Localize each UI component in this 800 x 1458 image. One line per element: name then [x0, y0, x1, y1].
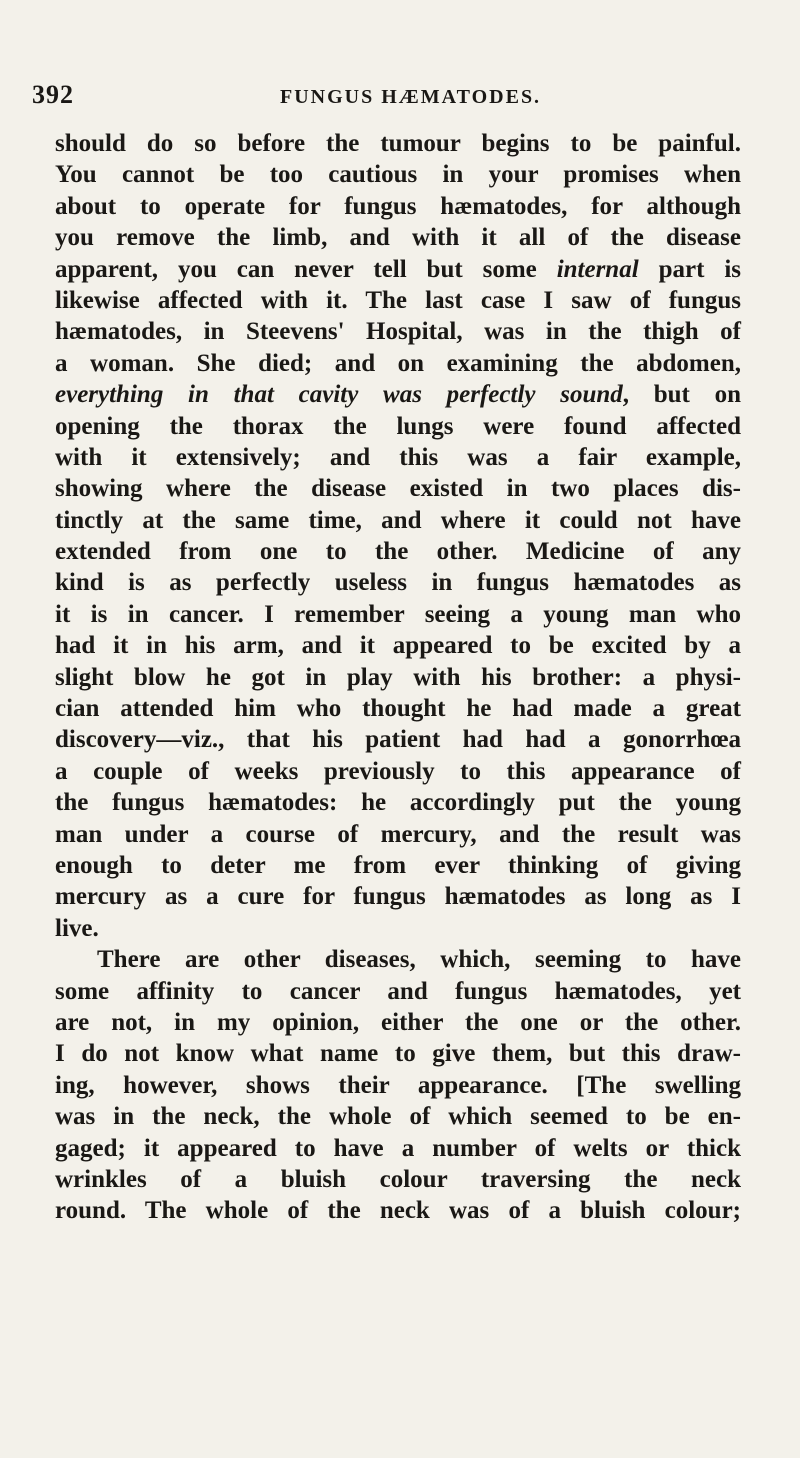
text-line: man under a course of mercury, and the result was [55, 820, 741, 848]
text-line: I do not know what name to give them, but this draw- [55, 1040, 741, 1068]
text-segment: , but on [622, 381, 741, 409]
text-line: wrinkles of a bluish colour traversing the neck [55, 1165, 741, 1193]
italic-text: everything in that cavity was perfectly sound [55, 381, 623, 409]
body-text [55, 128, 741, 1227]
text-line: had it in his arm, and it appeared to be excited by a [55, 632, 741, 660]
text-line: live. [55, 914, 99, 942]
text-line: mercury as a cure for fungus hæmatodes as long as I [55, 883, 741, 911]
text-line [55, 379, 741, 410]
text-line: cian attended him who thought he had made a great [55, 695, 741, 723]
running-title: FUNGUS HÆMATODES. [280, 86, 542, 108]
text-line: discovery—viz., that his patient had had a gonorrhœa [55, 726, 741, 754]
text-segment: part is [638, 255, 742, 283]
text-line: You cannot be too cautious in your promises when [55, 161, 741, 189]
text-line: should do so before the tumour begins to be painful. [55, 130, 741, 157]
text-line: it is in cancer. I remember seeing a young man who [55, 600, 741, 628]
text-line: was in the neck, the whole of which seemed to be en- [55, 1103, 741, 1131]
text-line: likewise affected with it. The last case I saw of fungus [55, 286, 741, 314]
text-line: gaged; it appeared to have a number of welts or thick [55, 1134, 741, 1162]
page-number: 392 [32, 80, 74, 109]
text-line: enough to deter me from ever thinking of giving [55, 851, 741, 879]
text-line: ing, however, shows their appearance. [The swelling [55, 1071, 741, 1099]
text-line: you remove the limb, and with it all of the disease [55, 224, 741, 252]
text-line: the fungus hæmatodes: he accordingly put the young [55, 789, 741, 817]
text-line [55, 254, 741, 285]
text-line: tinctly at the same time, and where it could not have [55, 506, 741, 534]
text-line: hæmatodes, in Steevens' Hospital, was in the thigh of [55, 318, 741, 346]
text-line: opening the thorax the lungs were found affected [55, 412, 741, 440]
text-line: There are other diseases, which, seeming to have [97, 946, 741, 974]
text-line: a couple of weeks previously to this appearance of [55, 757, 741, 785]
text-line: round. The whole of the neck was of a bluish colour; [55, 1197, 741, 1225]
text-line: slight blow he got in play with his brother: a physi- [55, 663, 741, 691]
text-line: some affinity to cancer and fungus hæmatodes, yet [55, 977, 741, 1005]
text-line: are not, in my opinion, either the one or the other. [55, 1008, 741, 1036]
text-line: about to operate for fungus hæmatodes, for although [55, 192, 741, 220]
italic-text: internal [556, 255, 639, 283]
text-line: kind is as perfectly useless in fungus hæmatodes as [55, 569, 741, 597]
text-segment: apparent, you can never tell but some [55, 255, 557, 283]
text-line: extended from one to the other. Medicine of any [55, 538, 741, 566]
text-line: showing where the disease existed in two places dis- [55, 475, 741, 503]
text-line: a woman. She died; and on examining the abdomen, [55, 349, 741, 377]
text-line: with it extensively; and this was a fair example, [55, 443, 741, 471]
